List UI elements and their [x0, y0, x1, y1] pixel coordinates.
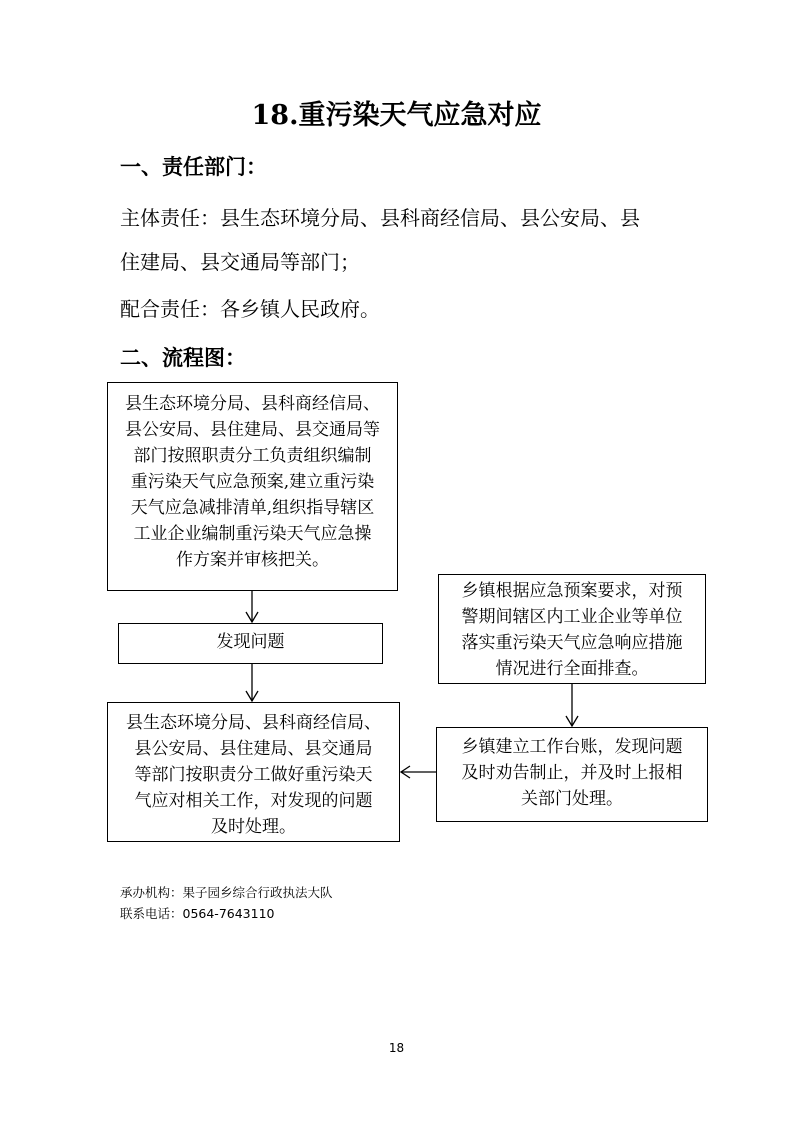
box-line: 重污染天气应急预案,建立重污染: [130, 472, 375, 492]
box-line: 关部门处理。: [521, 789, 623, 809]
flow-box-discover-problem: 发现问题: [118, 623, 383, 664]
box-line: 县公安局、县住建局、县交通局: [134, 739, 373, 759]
box-line: 气应对相关工作，对发现的问题: [134, 791, 373, 811]
box-line: 部门按照职责分工负责组织编制: [133, 446, 372, 466]
box-line: 落实重污染天气应急响应措施: [461, 633, 683, 653]
page-title: 18.重污染天气应急对应: [251, 100, 542, 131]
box-line: 乡镇根据应急预案要求，对预: [461, 581, 683, 601]
box-line: 作方案并审核把关。: [176, 550, 329, 570]
footer-agency: 承办机构：果子园乡综合行政执法大队: [120, 885, 333, 900]
box-line: 县公安局、县住建局、县交通局等: [125, 420, 380, 440]
section-heading-flowchart: 二、流程图：: [120, 346, 246, 370]
primary-responsibility-line1: 主体责任：县生态环境分局、县科商经信局、县公安局、县: [120, 206, 640, 230]
box-line: 工业企业编制重污染天气应急操: [133, 524, 372, 544]
box-line: 警期间辖区内工业企业等单位: [461, 607, 683, 627]
box-line: 县生态环境分局、县科商经信局、: [125, 394, 380, 414]
footer-phone: 联系电话：0564-7643110: [120, 906, 275, 921]
page-number: 18: [388, 1041, 405, 1055]
box-line: 情况进行全面排查。: [495, 659, 649, 679]
box-line: 及时处理。: [211, 817, 296, 837]
primary-responsibility-line2: 住建局、县交通局等部门；: [120, 250, 360, 274]
box-line: 县生态环境分局、县科商经信局、: [126, 713, 381, 733]
box-line: 及时劝告制止，并及时上报相: [461, 763, 683, 783]
box-line: 乡镇建立工作台账，发现问题: [461, 737, 683, 757]
box-line: 等部门按职责分工做好重污染天: [134, 765, 373, 785]
box-line: 天气应急减排清单,组织指导辖区: [130, 498, 375, 518]
section-heading-responsibility: 一、责任部门：: [120, 155, 267, 179]
cooperating-responsibility: 配合责任：各乡镇人民政府。: [120, 297, 380, 321]
